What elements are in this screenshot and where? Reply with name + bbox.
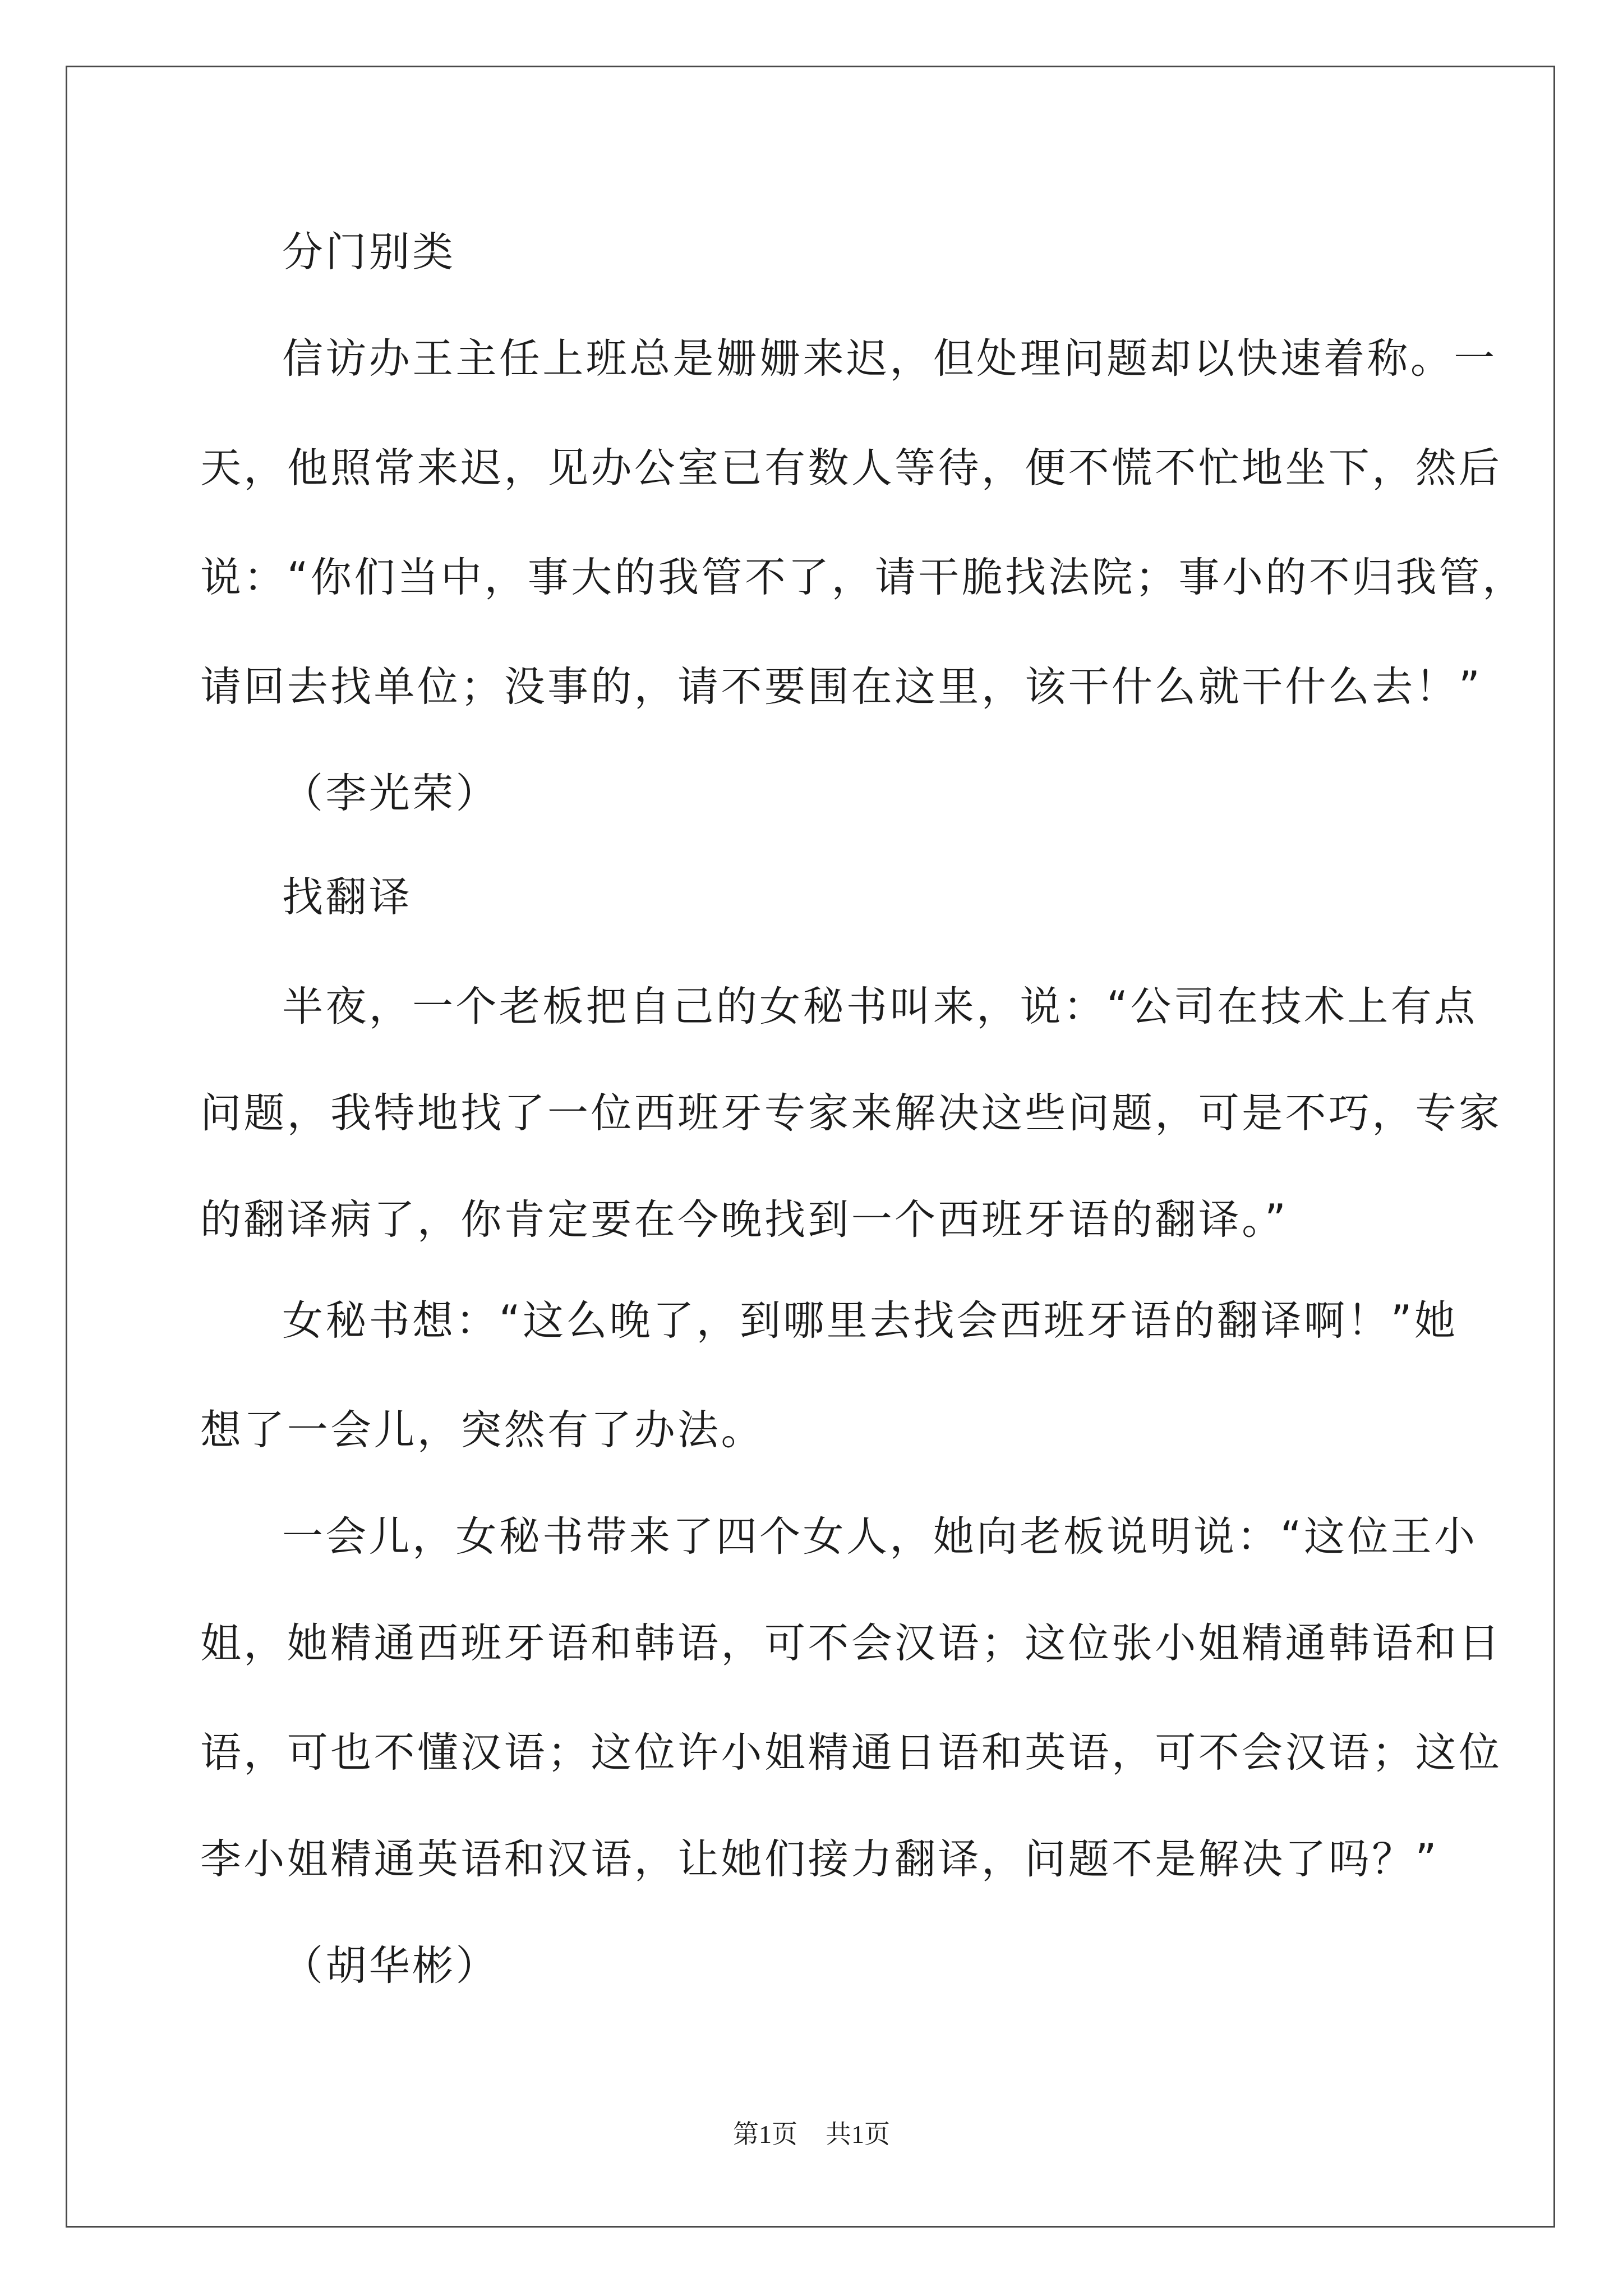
page-total: 共1页: [826, 2120, 890, 2148]
body-line: 女秘书想：“这么晚了，到哪里去找会西班牙语的翻译啊！”她: [282, 1297, 1458, 1345]
section-title: 分门别类: [282, 228, 456, 276]
section-title: 找翻译: [282, 873, 413, 921]
body-line: 想了一会儿，突然有了办法。: [200, 1406, 764, 1454]
body-line: 天，他照常来迟，见办公室已有数人等待，便不慌不忙地坐下，然后: [200, 444, 1502, 492]
body-line: 问题，我特地找了一位西班牙专家来解决这些问题，可是不巧，专家: [200, 1089, 1502, 1137]
page-number: 第1页: [733, 2120, 797, 2148]
body-line: 李小姐精通英语和汉语，让她们接力翻译，问题不是解决了吗？”: [200, 1835, 1439, 1883]
body-line: 请回去找单位；没事的，请不要围在这里，该干什么就干什么去！”: [200, 663, 1483, 711]
page-footer: [0, 2114, 1623, 2151]
body-line: 半夜，一个老板把自己的女秘书叫来，说：“公司在技术上有点: [282, 983, 1478, 1030]
author-attribution: （李光荣）: [282, 770, 499, 817]
author-attribution: （胡华彬）: [282, 1942, 499, 1990]
body-line: 姐，她精通西班牙语和韩语，可不会汉语；这位张小姐精通韩语和日: [200, 1619, 1502, 1667]
body-line: 一会儿，女秘书带来了四个女人，她向老板说明说：“这位王小: [282, 1513, 1478, 1561]
page-border: [66, 66, 1555, 2228]
body-line: 的翻译病了，你肯定要在今晚找到一个西班牙语的翻译。”: [200, 1196, 1289, 1244]
body-line: 信访办王主任上班总是姗姗来迟，但处理问题却以快速着称。一: [282, 335, 1497, 383]
body-line: 说：“你们当中，事大的我管不了，请干脆找法院；事小的不归我管，: [200, 554, 1526, 601]
body-line: 语，可也不懂汉语；这位许小姐精通日语和英语，可不会汉语；这位: [200, 1729, 1502, 1777]
